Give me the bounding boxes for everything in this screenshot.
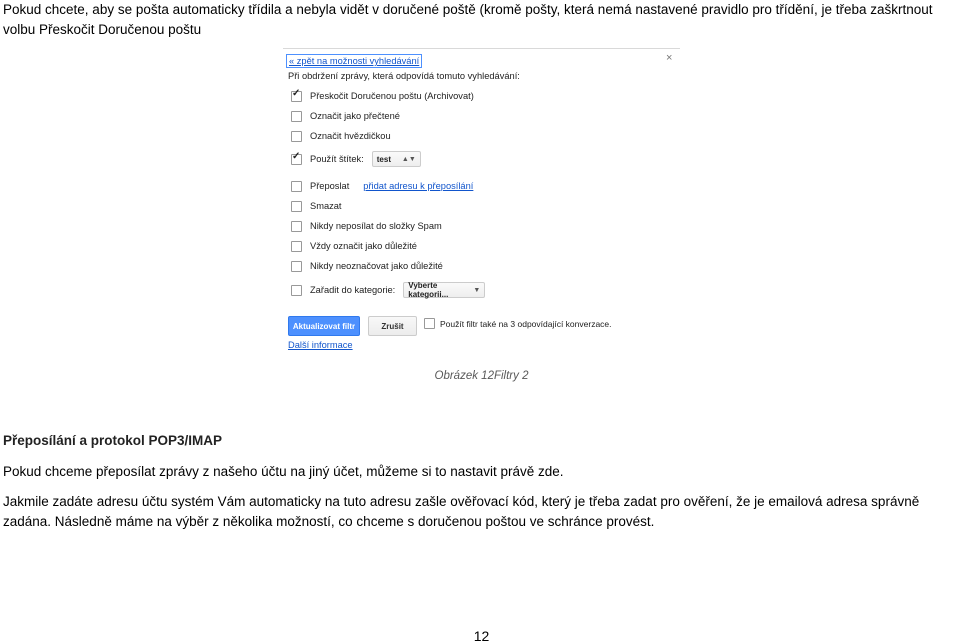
mark-as-read-checkbox[interactable]: [291, 111, 302, 122]
filter-criteria-label: Při obdržení zprávy, která odpovídá tomuto vyhledávání:: [288, 71, 520, 81]
page-number: 12: [473, 628, 490, 644]
option-mark-as-read[interactable]: [291, 109, 400, 123]
forward-label: Přeposlat: [310, 181, 350, 191]
intro-paragraph: Pokud chcete, aby se pošta automaticky třídila a nebyla vidět v doručené poště (kromě pošty, která nemá nastavené pravidlo pro třídění, je třeba zaškrtnout volbu Přeskočit Doručenou poštu: [3, 2, 933, 37]
delete-checkbox[interactable]: [291, 201, 302, 212]
chevron-down-icon: ▲▼: [401, 155, 416, 163]
mark-as-read-label: Označit jako přečtené: [310, 111, 400, 121]
delete-label: Smazat: [310, 201, 342, 211]
chevron-down-icon: ▼: [473, 286, 481, 294]
apply-to-existing-option[interactable]: [424, 318, 612, 329]
never-spam-checkbox[interactable]: [291, 221, 302, 232]
categorize-checkbox[interactable]: [291, 285, 302, 296]
forward-checkbox[interactable]: [291, 181, 302, 192]
body-paragraph-1: Pokud chceme přeposílat zprávy z našeho účtu na jiný účet, můžeme si to nastavit právě zde.: [3, 464, 564, 479]
figure-caption: Obrázek 12Filtry 2: [434, 370, 529, 382]
filter-settings-screenshot: [283, 46, 680, 356]
apply-to-existing-label: Použít filtr také na 3 odpovídající konverzace.: [440, 318, 612, 329]
option-never-important[interactable]: [291, 259, 443, 273]
add-forwarding-address-link[interactable]: přidat adresu k přeposílání: [363, 181, 474, 191]
update-filter-button[interactable]: Aktualizovat filtr: [288, 316, 360, 336]
option-apply-label[interactable]: [291, 152, 421, 166]
option-skip-inbox[interactable]: [291, 89, 474, 103]
body-paragraph-2: Jakmile zadáte adresu účtu systém Vám automaticky na tuto adresu zašle ověřovací kód, který je třeba zadat pro ověření, že je emailová adresa správně zadána. Následně máme na výběr z několika možností, co chceme s doručenou poštou ve schránce provést.: [3, 494, 920, 529]
option-delete[interactable]: [291, 199, 342, 213]
option-categorize[interactable]: [291, 283, 485, 297]
categorize-label: Zařadit do kategorie:: [310, 285, 396, 295]
cancel-button[interactable]: Zrušit: [368, 316, 417, 336]
option-forward[interactable]: [291, 179, 473, 193]
option-star[interactable]: [291, 129, 391, 143]
apply-to-existing-checkbox[interactable]: [424, 318, 435, 329]
always-important-label: Vždy označit jako důležité: [310, 241, 417, 251]
category-select[interactable]: [403, 282, 485, 298]
skip-inbox-label: Přeskočit Doručenou poštu (Archivovat): [310, 91, 474, 101]
category-select-value: Vyberte kategorii...: [408, 281, 449, 299]
label-select[interactable]: [372, 151, 421, 167]
skip-inbox-checkbox[interactable]: [291, 91, 302, 102]
option-never-spam[interactable]: [291, 219, 442, 233]
never-important-checkbox[interactable]: [291, 261, 302, 272]
apply-label-checkbox[interactable]: [291, 154, 302, 165]
label-select-value: test: [376, 154, 391, 164]
close-icon[interactable]: ×: [666, 52, 673, 64]
more-info-link[interactable]: Další informace: [288, 340, 353, 350]
always-important-checkbox[interactable]: [291, 241, 302, 252]
never-spam-label: Nikdy neposílat do složky Spam: [310, 221, 442, 231]
section-heading: Přeposílání a protokol POP3/IMAP: [3, 433, 223, 448]
star-checkbox[interactable]: [291, 131, 302, 142]
star-label: Označit hvězdičkou: [310, 131, 391, 141]
panel-top-divider: [283, 48, 680, 49]
apply-label-label: Použít štítek:: [310, 154, 364, 164]
back-to-search-options-link[interactable]: « zpět na možnosti vyhledávání: [286, 54, 422, 68]
never-important-label: Nikdy neoznačovat jako důležité: [310, 261, 443, 271]
option-always-important[interactable]: [291, 239, 417, 253]
